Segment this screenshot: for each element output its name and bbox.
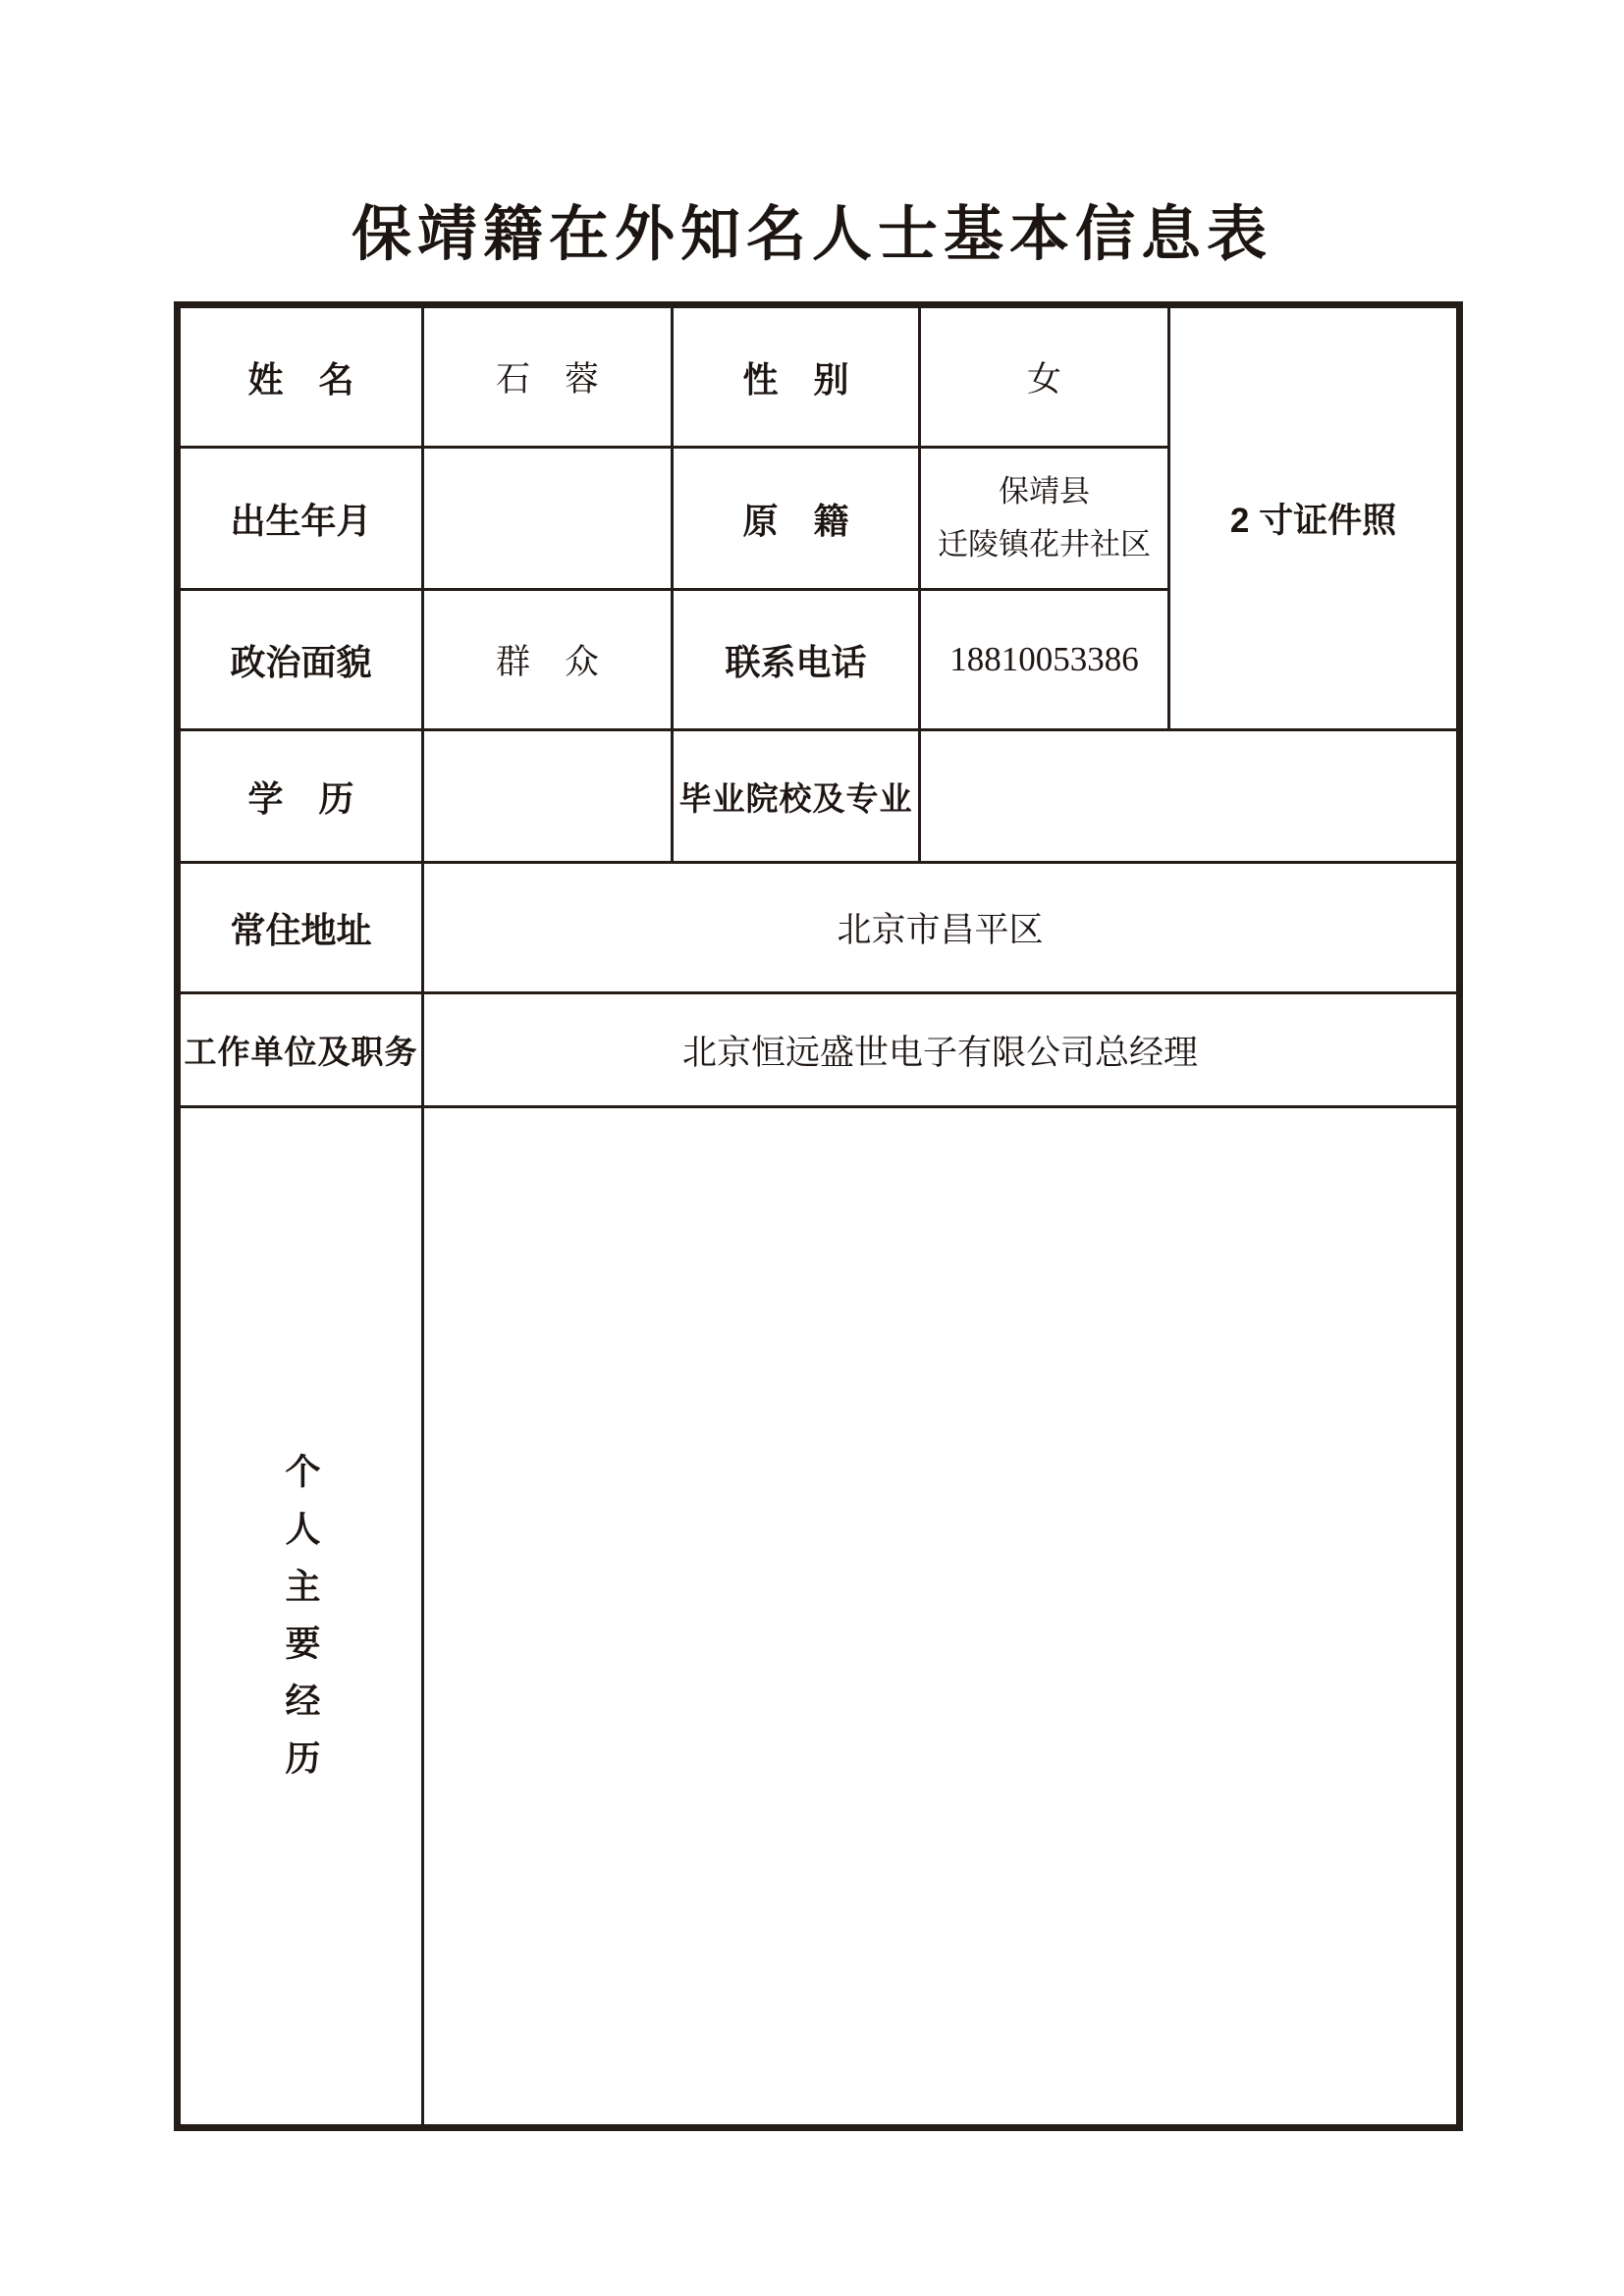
birthdate-value [423,448,673,590]
school-major-label: 毕业院校及专业 [673,730,920,863]
phone-label: 联系电话 [673,590,920,730]
address-label: 常住地址 [178,863,423,993]
photo-placeholder-cell [1169,305,1460,730]
political-status-value: 群 众 [423,590,673,730]
origin-label: 原 籍 [673,448,920,590]
form-title: 保靖籍在外知名人士基本信息表 [351,202,1272,268]
origin-value-line1: 保靖县 [999,473,1090,508]
name-label: 姓 名 [178,305,423,448]
row-name-gender [178,305,1460,448]
education-value [423,730,673,863]
school-major-value [920,730,1460,863]
education-label: 学 历 [178,730,423,863]
row-experience [178,1107,1460,2128]
name-value: 石 蓉 [423,305,673,448]
experience-label-cell [178,1107,423,2128]
work-title-value: 北京恒远盛世电子有限公司总经理 [423,993,1460,1107]
gender-value: 女 [920,305,1169,448]
row-work [178,993,1460,1107]
row-address [178,863,1460,993]
birthdate-label: 出生年月 [178,448,423,590]
gender-label: 性 别 [673,305,920,448]
work-title-label: 工作单位及职务 [178,993,423,1107]
info-table [174,301,1463,2131]
political-status-label: 政治面貌 [178,590,423,730]
experience-value [423,1107,1460,2128]
origin-value [920,448,1169,590]
address-value: 北京市昌平区 [423,863,1460,993]
phone-value: 18810053386 [920,590,1169,730]
experience-label: 个人主要经历 [281,1453,321,1797]
photo-placeholder-label: 2 寸证件照 [1229,502,1397,540]
row-education-school [178,730,1460,863]
origin-value-line2: 迁陵镇花井社区 [938,527,1151,561]
